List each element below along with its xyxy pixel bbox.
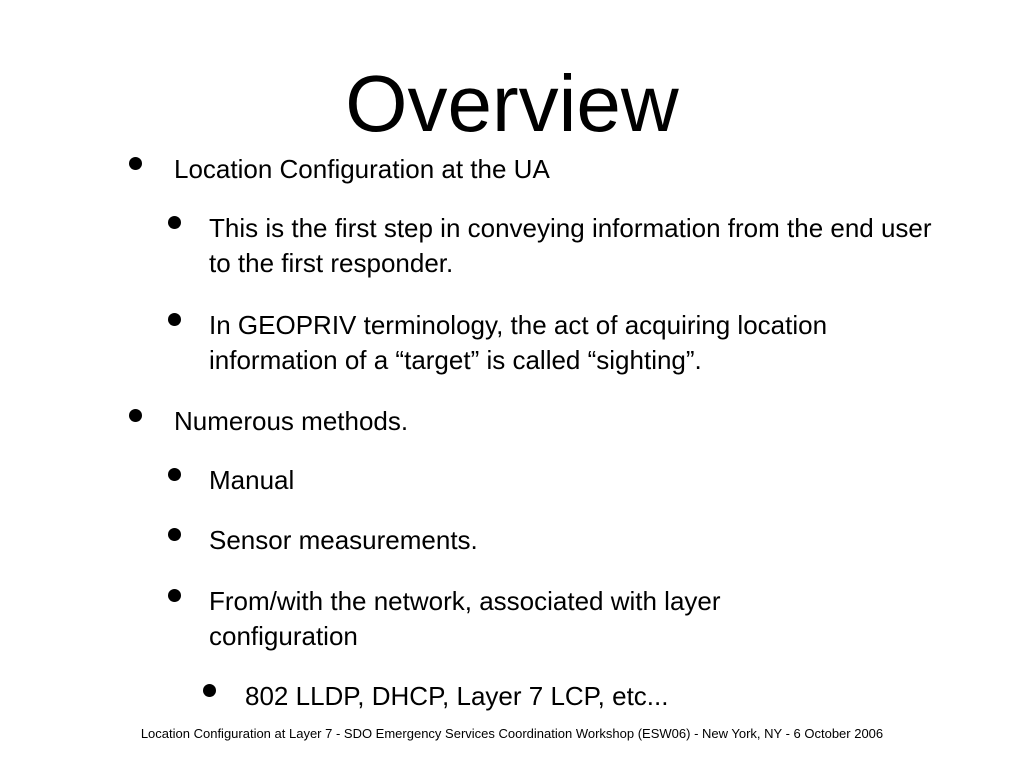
bullet-dot [168,589,181,602]
bullet-dot [203,684,216,697]
bullet-dot [168,528,181,541]
bullet-item-location-configuration: Location Configuration at the UA [174,154,550,184]
bullet-item-geopriv-terminology: In GEOPRIV terminology, the act of acquiring location information of a “target” is called “sighting”. [209,310,828,375]
bullet-item-first-step: This is the first step in conveying information from the end user to the first responder. [209,213,932,278]
bullet-dot [129,409,142,422]
bullet-dot [168,216,181,229]
bullet-item-numerous-methods: Numerous methods. [174,406,409,436]
slide-title: Overview [345,59,679,148]
slide-footer: Location Configuration at Layer 7 - SDO Emergency Services Coordination Workshop (ESW06) - New York, NY - 6 October 2006 [140,726,884,741]
bullet-dot [168,468,181,481]
bullet-dot [129,157,142,170]
bullet-item-802-lldp: 802 LLDP, DHCP, Layer 7 LCP, etc... [245,681,669,711]
bullet-item-manual: Manual [209,465,295,495]
bullet-item-sensor-measurements: Sensor measurements. [209,525,478,555]
bullet-dot [168,313,181,326]
bullet-item-from-with-network: From/with the network, associated with layer configuration [209,586,721,651]
